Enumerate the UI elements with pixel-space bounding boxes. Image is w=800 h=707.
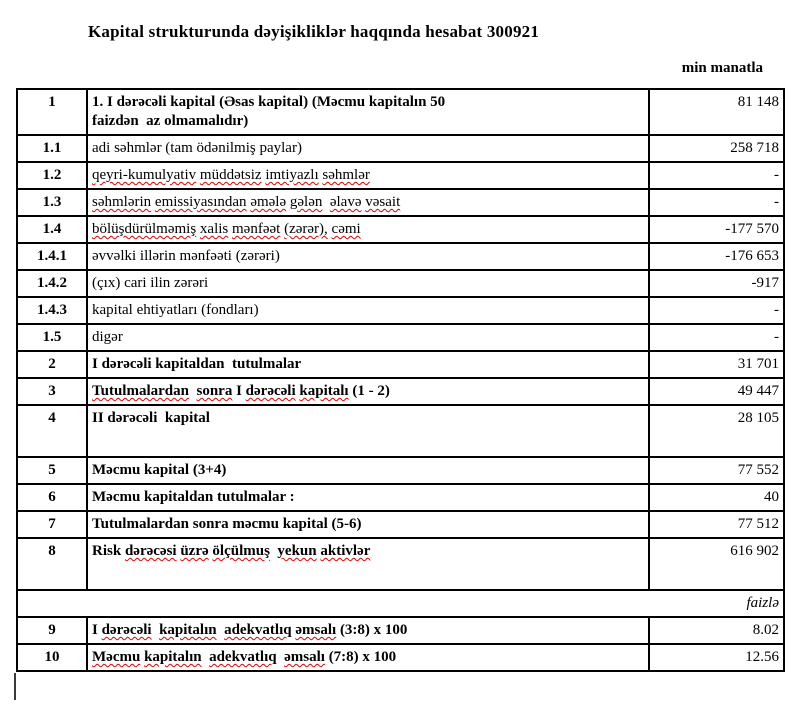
row-label-cell [87, 538, 649, 590]
label-text [152, 622, 160, 638]
row-value-cell: 12.56 [649, 644, 784, 671]
label-text: Tutulmalardan sonra məcmu kapital (5-6) [92, 516, 362, 532]
label-text: Məcmu kapitaldan tutulmalar : [92, 489, 295, 505]
row-label-cell [87, 189, 649, 216]
row-value-cell: 8.02 [649, 617, 784, 644]
row-label-cell [87, 162, 649, 189]
row-value-cell: 40 [649, 484, 784, 511]
misspelled-word: sonra [196, 383, 233, 399]
table-row [17, 89, 784, 135]
misspelled-word: adekvatlıq [224, 622, 292, 638]
misspelled-word: yekun [277, 543, 317, 559]
misspelled-word: qeyri-kumulyativ [92, 167, 197, 183]
row-label-cell [87, 511, 649, 538]
label-text [202, 649, 210, 665]
label-text: I [232, 383, 246, 399]
row-number-cell: 2 [17, 351, 87, 378]
row-label-cell [87, 617, 649, 644]
misspelled-word: üzrə [180, 543, 209, 559]
misspelled-word: mənfəət [232, 221, 281, 237]
misspelled-word: Tutulmalardan [92, 383, 189, 399]
table-row [17, 538, 784, 590]
row-label-cell [87, 324, 649, 351]
row-number-cell: 8 [17, 538, 87, 590]
row-value-cell: 77 512 [649, 511, 784, 538]
row-number-cell: 1.1 [17, 135, 87, 162]
misspelled-word: kapitalın [144, 649, 202, 665]
capital-structure-table [16, 88, 785, 672]
misspelled-word: dərəcəsi [124, 543, 177, 559]
row-number-cell: 1.3 [17, 189, 87, 216]
row-number-cell: 1.2 [17, 162, 87, 189]
row-label-cell [87, 243, 649, 270]
label-text: Risk [92, 543, 125, 559]
row-number-cell: 4 [17, 405, 87, 457]
misspelled-word: səhmlər [322, 167, 370, 183]
row-value-cell: 28 105 [649, 405, 784, 457]
row-number-cell: 1.4.3 [17, 297, 87, 324]
row-number-cell: 1.5 [17, 324, 87, 351]
label-text [277, 649, 285, 665]
table-row [17, 135, 784, 162]
unit-row [17, 590, 784, 617]
row-label-cell [87, 644, 649, 671]
table-row [17, 270, 784, 297]
row-label-cell [87, 351, 649, 378]
table-row [17, 216, 784, 243]
row-value-cell: 77 552 [649, 457, 784, 484]
table-row [17, 405, 784, 457]
row-value-cell: -176 653 [649, 243, 784, 270]
row-value-cell: 81 148 [649, 89, 784, 135]
misspelled-word: dərəcəli [245, 383, 296, 399]
row-value-cell: -177 570 [649, 216, 784, 243]
row-value-cell: - [649, 297, 784, 324]
label-text: Məcmu kapital (3+4) [92, 462, 227, 478]
table-row [17, 378, 784, 405]
label-text: əvvəlki illərin mənfəəti (zərəri) [92, 248, 280, 264]
misspelled-word: dərəcəli [101, 622, 152, 638]
row-label-cell [87, 378, 649, 405]
row-value-cell: - [649, 324, 784, 351]
table-row [17, 511, 784, 538]
misspelled-word: əmsalı [284, 649, 325, 665]
label-text: (1 - 2) [348, 383, 390, 399]
row-value-cell: 616 902 [649, 538, 784, 590]
misspelled-word: müddətsiz [199, 167, 262, 183]
table-row [17, 617, 784, 644]
table-row [17, 162, 784, 189]
row-number-cell: 5 [17, 457, 87, 484]
misspelled-word: adekvatlıq [209, 649, 277, 665]
row-label-cell [87, 405, 649, 457]
table-row [17, 351, 784, 378]
row-value-cell: 258 718 [649, 135, 784, 162]
row-value-cell: - [649, 162, 784, 189]
row-value-cell: 49 447 [649, 378, 784, 405]
label-text: I [92, 622, 102, 638]
misspelled-word: xalis [199, 221, 229, 237]
misspelled-word: əmələ [250, 194, 287, 210]
row-label-cell [87, 484, 649, 511]
table-row [17, 457, 784, 484]
misspelled-word: aktivlər [320, 543, 371, 559]
row-label-cell [87, 135, 649, 162]
misspelled-word: kapitalı [299, 383, 349, 399]
table-row [17, 243, 784, 270]
row-label-cell [87, 297, 649, 324]
label-text: adi səhmlər (tam ödənilmiş paylar) [92, 140, 302, 156]
table-row [17, 644, 784, 671]
misspelled-word: bölüşdürülməmiş [92, 221, 197, 237]
label-text: (7:8) x 100 [324, 649, 397, 665]
misspelled-word: emissiyasından [154, 194, 247, 210]
row-number-cell: 9 [17, 617, 87, 644]
table-row [17, 324, 784, 351]
misspelled-word: kapitalın [159, 622, 217, 638]
row-number-cell: 1.4.1 [17, 243, 87, 270]
misspelled-word: (zərər), [284, 221, 328, 237]
row-value-cell: 31 701 [649, 351, 784, 378]
row-label-cell [87, 270, 649, 297]
misspelled-word: Məcmu [92, 649, 141, 665]
table-row [17, 297, 784, 324]
label-text: kapital ehtiyatları (fondları) [92, 302, 259, 318]
misspelled-word: əlavə [329, 194, 362, 210]
label-text: I dərəcəli kapitaldan tutulmalar [92, 356, 302, 372]
row-number-cell: 3 [17, 378, 87, 405]
paragraph-mark [14, 673, 16, 700]
percent-unit-label: faizlə [17, 590, 784, 617]
row-label-cell [87, 89, 649, 135]
row-value-cell: -917 [649, 270, 784, 297]
misspelled-word: ölçülmuş [212, 543, 270, 559]
label-text: 1. I dərəcəli kapital (Əsas kapital) (Məcmu kapitalın 50 [92, 94, 446, 110]
misspelled-word: imtiyazlı [265, 167, 319, 183]
table-row [17, 484, 784, 511]
misspelled-word: cəmi [331, 221, 361, 237]
label-text: faizdən az olmamalıdır) [92, 113, 249, 129]
row-number-cell: 6 [17, 484, 87, 511]
row-number-cell: 7 [17, 511, 87, 538]
label-text: (3:8) x 100 [336, 622, 408, 638]
label-text: (çıx) cari ilin zərəri [92, 275, 209, 291]
unit-label: min manatla [681, 60, 763, 76]
label-text [322, 194, 330, 210]
row-label-cell [87, 457, 649, 484]
page-title: Kapital strukturunda dəyişikliklər haqqında hesabat 300921 [88, 22, 540, 41]
row-label-cell [87, 216, 649, 243]
misspelled-word: səhmlərin [92, 194, 152, 210]
misspelled-word: vəsait [365, 194, 401, 210]
misspelled-word: əmsalı [295, 622, 337, 638]
row-number-cell: 10 [17, 644, 87, 671]
row-value-cell: - [649, 189, 784, 216]
label-text [217, 622, 225, 638]
misspelled-word: gələn [289, 194, 323, 210]
table-row [17, 189, 784, 216]
row-number-cell: 1.4 [17, 216, 87, 243]
row-number-cell: 1.4.2 [17, 270, 87, 297]
row-number-cell: 1 [17, 89, 87, 135]
label-text: digər [92, 329, 123, 345]
label-text: II dərəcəli kapital [92, 410, 210, 426]
